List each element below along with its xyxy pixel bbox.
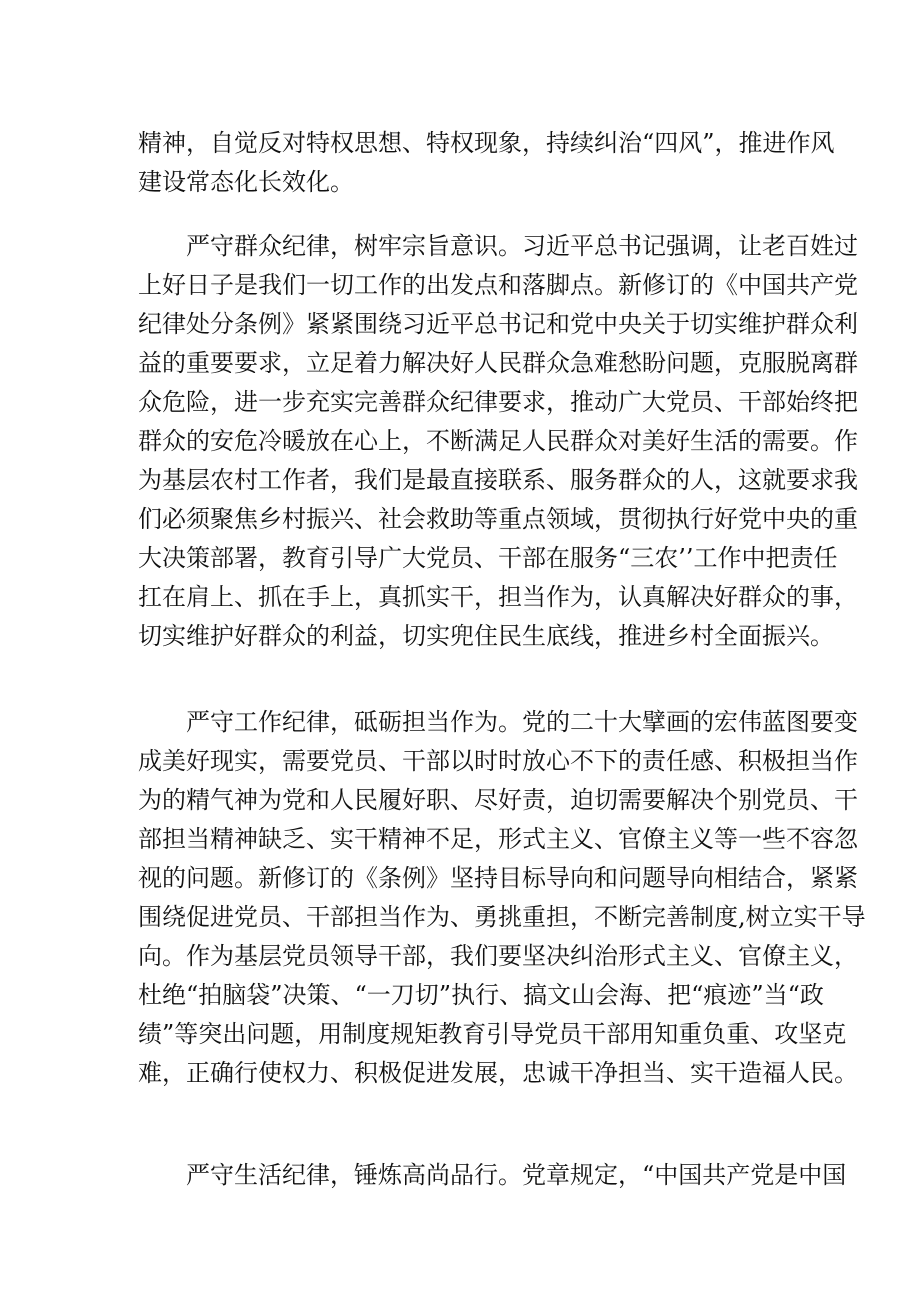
paragraph-3-line-8: 杜绝“拍脑袋”决策、“一刀切”执行、搞文山会海、把“痕迹”当“政 xyxy=(138,981,824,1009)
paragraph-2-line-6: 群众的安危冷暖放在心上，不断满足人民群众对美好生活的需要。作 xyxy=(138,427,858,455)
paragraph-3-line-5: 视的问题。新修订的《条例》坚持目标导向和问题导向相结合，紧紧 xyxy=(138,864,858,892)
paragraph-2-line-5: 众危险，进一步充实完善群众纪律要求，推动广大党员、干部始终把 xyxy=(138,388,858,416)
paragraph-3-line-11 xyxy=(138,1095,796,1129)
paragraph-3-line-3: 为的精气神为党和人民履好职、尽好责，迫切需要解决个别党员、干 xyxy=(138,786,858,814)
paragraph-2-line-2: 上好日子是我们一切工作的出发点和落脚点。新修订的《中国共产党 xyxy=(138,271,858,299)
paragraph-2-line-4: 益的重要要求，立足着力解决好人民群众急难愁盼问题，克服脱离群 xyxy=(138,349,858,377)
paragraph-3-line-10: 难，正确行使权力、积极促进发展，忠诚干净担当、实干造福人民。 xyxy=(138,1059,858,1087)
paragraph-3-line-1: 严守工作纪律，砥砺担当作为。党的二十大擘画的宏伟蓝图要变 xyxy=(186,708,858,736)
paragraph-1-line-1: 精神，自觉反对特权思想、特权现象，持续纠治“四风”，推进作风 xyxy=(138,129,835,157)
paragraph-3-line-7: 向。作为基层党员领导干部，我们要坚决纠治形式主义、官僚主义， xyxy=(138,942,858,970)
paragraph-2-line-10: 扛在肩上、抓在手上，真抓实干，担当作为，认真解决好群众的事， xyxy=(138,583,858,611)
paragraph-2-line-9: 大决策部署，教育引导广大党员、干部在服务“三农’’工作中把责任 xyxy=(138,544,838,572)
paragraph-3-line-6: 围绕促进党员、干部担当作为、勇挑重担，不断完善制度,树立实干导 xyxy=(138,903,866,931)
paragraph-2-line-11: 切实维护好群众的利益，切实兜住民生底线，推进乡村全面振兴。 xyxy=(138,622,834,650)
paragraph-3-line-2: 成美好现实，需要党员、干部以时时放心不下的责任感、积极担当作 xyxy=(138,747,858,775)
paragraph-2-line-7: 为基层农村工作者，我们是最直接联系、服务群众的人，这就要求我 xyxy=(138,466,858,494)
paragraph-4-line-1: 严守生活纪律，锤炼高尚品行。党章规定，“中国共产党是中国 xyxy=(186,1161,847,1189)
paragraph-3-line-9: 绩”等突出问题，用制度规矩教育引导党员干部用知重负重、攻坚克 xyxy=(138,1020,847,1048)
paragraph-2-line-3: 纪律处分条例》紧紧围绕习近平总书记和党中央关于切实维护群众利 xyxy=(138,310,858,338)
paragraph-2-line-1: 严守群众纪律，树牢宗旨意识。习近平总书记强调，让老百姓过 xyxy=(186,232,858,260)
paragraph-1-line-2: 建设常态化长效化。 xyxy=(138,168,354,196)
paragraph-3-line-4: 部担当精神缺乏、实干精神不足，形式主义、官僚主义等一些不容忽 xyxy=(138,825,858,853)
paragraph-2-line-8: 们必须聚焦乡村振兴、社会救助等重点领域，贯彻执行好党中央的重 xyxy=(138,505,858,533)
